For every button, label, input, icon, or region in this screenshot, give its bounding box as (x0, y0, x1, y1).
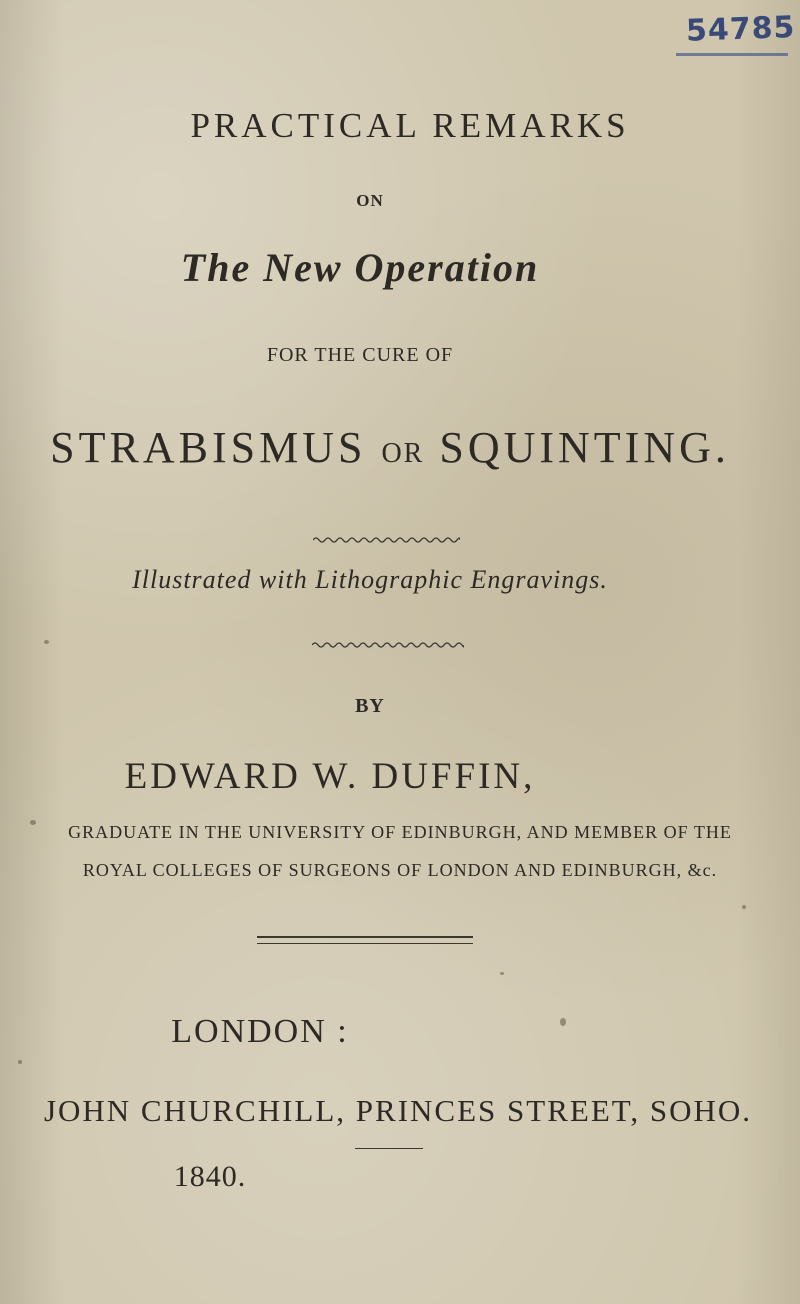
cure-line: FOR THE CURE OF (266, 344, 454, 366)
year-rule (355, 1148, 423, 1149)
wavy-rule-ornament (312, 640, 464, 650)
paper-speck (500, 972, 504, 975)
illustration-note: Illustrated with Lithographic Engravings. (132, 565, 608, 594)
imprint-year: 1840. (173, 1160, 247, 1193)
imprint-place: LONDON : (171, 1013, 349, 1050)
paper-speck (44, 640, 49, 644)
double-rule-divider (257, 936, 473, 944)
subject-or: OR (381, 438, 425, 469)
book-title: PRACTICAL REMARKS (190, 106, 630, 145)
paper-speck (742, 905, 746, 909)
paper-speck (30, 820, 36, 825)
author-name: EDWARD W. DUFFIN, (124, 756, 536, 797)
imprint-publisher: JOHN CHURCHILL, PRINCES STREET, SOHO. (43, 1093, 753, 1128)
stamp-underline (676, 53, 788, 56)
wavy-rule-ornament (313, 535, 460, 545)
author-credentials-line-2: ROYAL COLLEGES OF SURGEONS OF LONDON AND EDINBURGH, &c. (82, 860, 718, 880)
subject-alt: SQUINTING. (439, 423, 730, 472)
library-stamp-number: 54785 (685, 9, 796, 49)
author-credentials-line-1: GRADUATE IN THE UNIVERSITY OF EDINBURGH, AND MEMBER OF THE (68, 822, 732, 842)
paper-speck (560, 1018, 566, 1026)
subject-main: STRABISMUS (50, 423, 367, 472)
book-subtitle: The New Operation (180, 245, 540, 290)
subject-line (0, 422, 790, 473)
title-connector-on: ON (356, 191, 384, 210)
by-line: BY (355, 695, 385, 717)
paper-speck (18, 1060, 22, 1064)
